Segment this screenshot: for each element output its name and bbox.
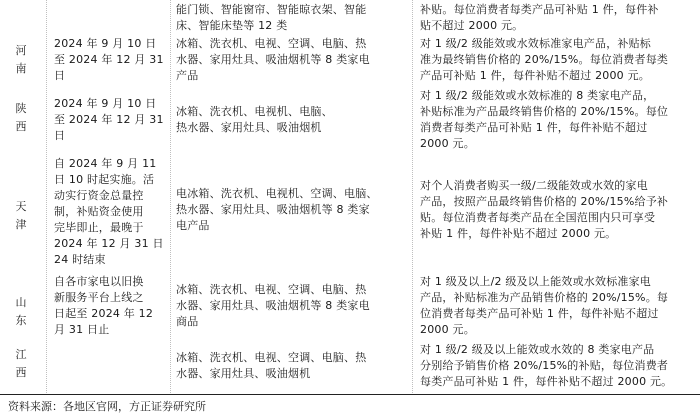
province-cell: 江 西 (15, 348, 27, 379)
category-cell: 冰箱、洗衣机、电视、空调、电脑、热 水器、家用灶具、吸油烟机 (176, 351, 367, 380)
category-cell: 冰箱、洗衣机、电视、空调、电脑、热 水器、家用灶具、吸油烟机等 8 类家电 商品 (176, 283, 370, 328)
category-cell: 能门锁、智能窗帘、智能晾衣架、智能 床、智能床垫等 12 类 (176, 3, 367, 32)
subsidy-standard-cell: 对 1 级/2 级及以上能效或水效的 8 类家电产品 分别给予销售价格 20%/15%的补贴，每位消费者 每类产品可补贴 1 件，每件补贴不超过 2000 元。 (420, 343, 673, 388)
source-note: 资料来源：各地区官网，方正证券研究所 (8, 400, 206, 413)
province-cell: 河 南 (15, 44, 27, 75)
time-cell: 自 2024 年 9 月 11 日 10 时起实施。活 动实行资金总量控 制，补贴资金使用 完毕即止，最晚于 2024 年 12 月 31 日 24 时结束 (54, 157, 164, 266)
category-cell: 冰箱、洗衣机、电视、空调、电脑、热 水器、家用灶具、吸油烟机等 8 类家电 产品 (176, 37, 370, 82)
time-cell: 2024 年 9 月 10 日 至 2024 年 12 月 31 日 (54, 37, 164, 82)
province-cell: 山 东 (15, 296, 27, 327)
column-divider (46, 0, 47, 393)
subsidy-standard-cell: 对 1 级/2 级能效或水效标准的 8 类家电产品， 补贴标准为产品最终销售价格的 20%/15%。每位 消费者每类产品可补贴 1 件，每件补贴不超过 2000 元。 (420, 89, 669, 150)
time-cell: 2024 年 9 月 10 日 至 2024 年 12 月 31 日 (54, 97, 164, 142)
time-cell: 自各市家电以旧换 新服务平台上线之 日起至 2024 年 12 月 31 日止 (54, 275, 154, 336)
column-divider (170, 0, 171, 393)
category-cell: 冰箱、洗衣机、电视机、电脑、 热水器、家用灶具、吸油烟机 (176, 105, 333, 134)
category-cell: 电冰箱、洗衣机、电视机、空调、电脑、 热水器、家用灶具、吸油烟机等 8 类家 电产品 (176, 187, 378, 232)
subsidy-standard-cell: 补贴。每位消费者每类产品可补贴 1 件，每件补 贴不超过 2000 元。 (420, 3, 659, 32)
subsidy-standard-cell: 对 1 级/2 级能效或水效标准家电产品，补贴标 准为最终销售价格的 20%/15%。每位消费者每类 产品可补贴 1 件，每件补贴不超过 2000 元。 (420, 37, 669, 82)
province-cell: 天 津 (15, 200, 27, 231)
column-divider (412, 0, 413, 393)
subsidy-standard-cell: 对 1 级及以上/2 级及以上能效或水效标准家电 产品，补贴标准为产品销售价格的 20%/15%。每 位消费者每类产品可补贴 1 件，每件补贴不超过 2000 元。 (420, 275, 669, 336)
table-bottom-rule (0, 394, 700, 395)
subsidy-standard-cell: 对个人消费者购买一级/二级能效或水效的家电 产品，按照产品最终销售价格的 20%/15%给予补 贴。每位消费者每类产品在全国范围内只可享受 补贴 1 件，每件补贴不超过 2000 元。 (420, 179, 669, 240)
province-cell: 陕 西 (15, 102, 27, 133)
